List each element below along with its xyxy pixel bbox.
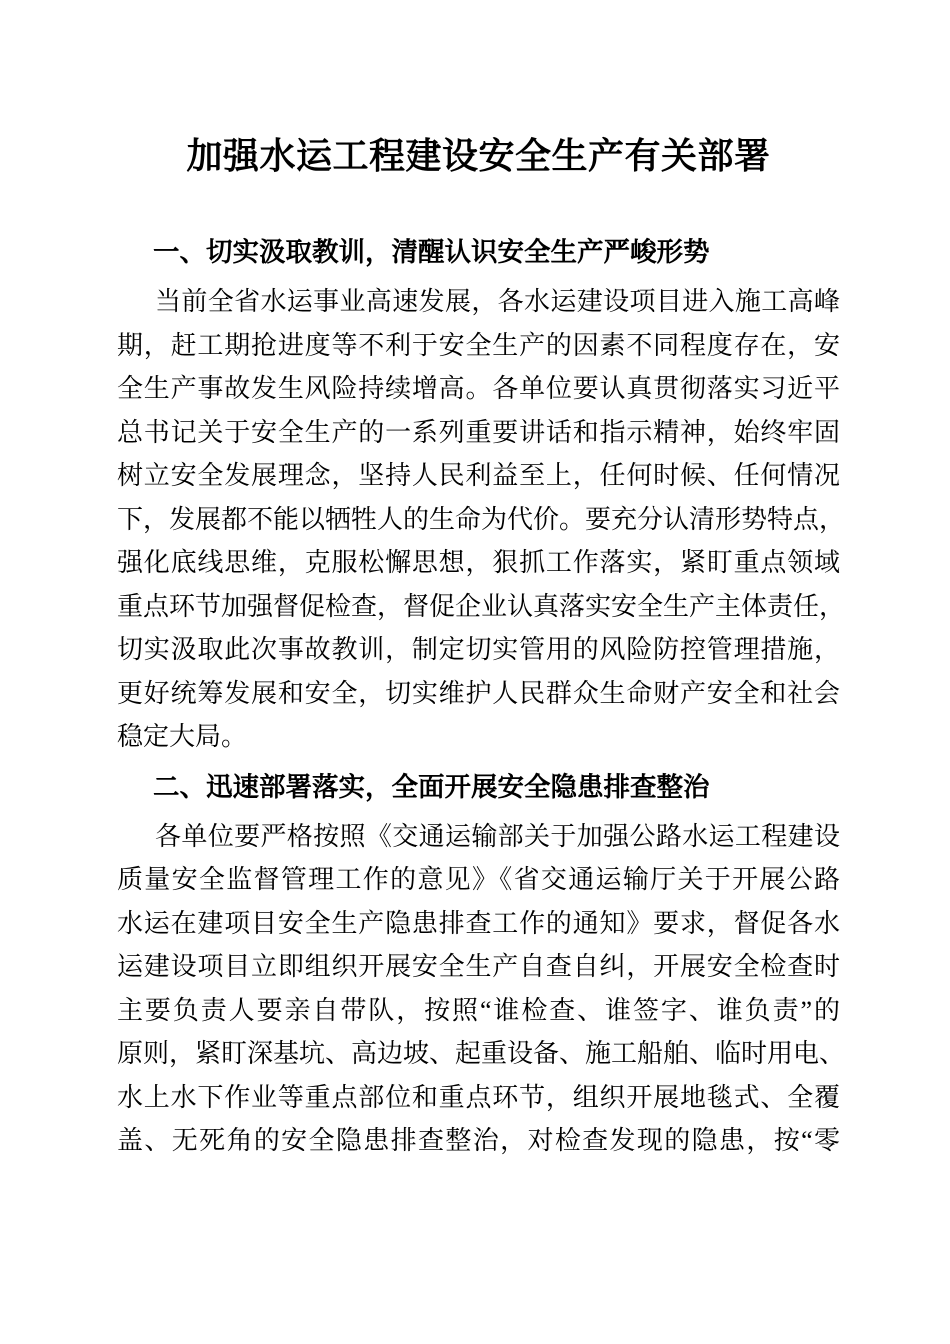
paragraph-line: 运建设项目立即组织开展安全生产自查自纠，开展安全检查时	[117, 952, 840, 981]
paragraph-line: 树立安全发展理念，坚持人民利益至上，任何时候、任何情况	[117, 461, 840, 490]
paragraph-line: 更好统筹发展和安全，切实维护人民群众生命财产安全和社会	[117, 678, 840, 708]
paragraph-line: 原则，紧盯深基坑、高边坡、起重设备、施工船舶、临时用电、	[117, 1039, 846, 1068]
paragraph-2	[117, 815, 846, 1163]
paragraph-line: 水运在建项目安全生产隐患排查工作的通知》要求，督促各水	[117, 908, 840, 938]
section-heading-2: 二、迅速部署落实，全面开展安全隐患排查整治	[153, 771, 710, 802]
paragraph-line: 质量安全监督管理工作的意见》《省交通运输厅关于开展公路	[117, 865, 840, 894]
paragraph-line: 切实汲取此次事故教训，制定切实管用的风险防控管理措施，	[117, 635, 840, 664]
paragraph-line: 全生产事故发生风险持续增高。各单位要认真贯彻落实习近平	[117, 374, 840, 403]
paragraph-line: 主要负责人要亲自带队，按照“谁检查、谁签字、谁负责”的	[117, 995, 840, 1025]
paragraph-line: 下，发展都不能以牺牲人的生命为代价。要充分认清形势特点，	[117, 504, 846, 534]
paragraph-line: 重点环节加强督促检查，督促企业认真落实安全生产主体责任，	[117, 591, 846, 621]
paragraph-line: 强化底线思维，克服松懈思想，狠抓工作落实，紧盯重点领域	[117, 548, 840, 577]
paragraph-1	[117, 280, 846, 759]
paragraph-line: 水上水下作业等重点部位和重点环节，组织开展地毯式、全覆	[117, 1082, 840, 1112]
document-content	[117, 0, 846, 1163]
paragraph-line: 各单位要严格按照《交通运输部关于加强公路水运工程建设	[155, 821, 840, 851]
paragraph-line: 当前全省水运事业高速发展，各水运建设项目进入施工高峰	[155, 287, 840, 316]
paragraph-line: 期，赶工期抢进度等不利于安全生产的因素不同程度存在，安	[117, 330, 840, 360]
paragraph-line: 总书记关于安全生产的一系列重要讲话和指示精神，始终牢固	[117, 417, 840, 447]
section-heading-1: 一、切实汲取教训，清醒认识安全生产严峻形势	[153, 237, 710, 267]
paragraph-line: 盖、无死角的安全隐患排查整治，对检查发现的隐患，按“零	[117, 1126, 840, 1155]
document-title: 加强水运工程建设安全生产有关部署	[186, 136, 771, 176]
paragraph-line: 稳定大局。	[117, 722, 248, 751]
